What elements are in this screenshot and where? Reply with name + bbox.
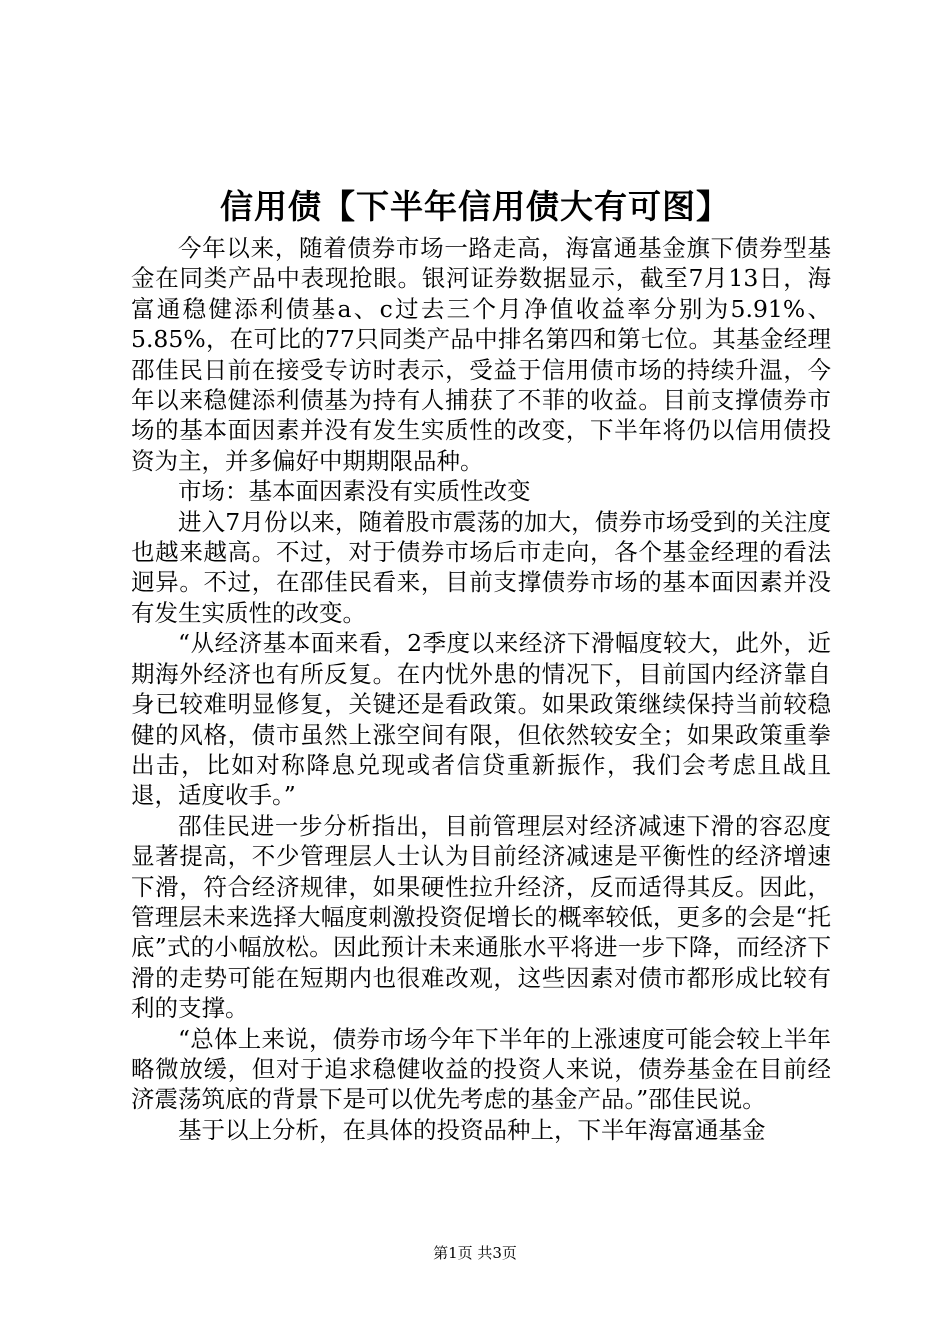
paragraph-quote-economy: “从经济基本面来看，2季度以来经济下滑幅度较大，此外，近期海外经济也有所反复。在内忧外患的情况下，目前国内经济靠自身已较难明显修复，关键还是看政策。如果政策继续保持当前较稳健的风格，债市虽然上涨空间有限，但依然较安全；如果政策重拳出击，比如对称降息兑现或者信贷重新振作，我们会考虑且战且退，适度收手。”	[131, 629, 831, 810]
paragraph-analysis: 邵佳民进一步分析指出，目前管理层对经济减速下滑的容忍度显著提高，不少管理层人士认为目前经济减速是平衡性的经济增速下滑，符合经济规律，如果硬性拉升经济，反而适得其反。因此，管理层未来选择大幅度刺激投资促增长的概率较低，更多的会是“托底”式的小幅放松。因此预计未来通胀水平将进一步下降，而经济下滑的走势可能在短期内也很难改观，这些因素对债市都形成比较有利的支撑。	[131, 811, 831, 1023]
page-number-footer: 第1页 共3页	[433, 1244, 517, 1262]
paragraph-market: 进入7月份以来，随着股市震荡的加大，债券市场受到的关注度也越来越高。不过，对于债券市场后市走向，各个基金经理的看法迥异。不过，在邵佳民看来，目前支撑债券市场的基本面因素并没有发生实质性的改变。	[131, 507, 831, 627]
document-body	[131, 233, 831, 1145]
section-heading-market: 市场：基本面因素没有实质性改变	[178, 477, 531, 506]
paragraph-intro: 今年以来，随着债券市场一路走高，海富通基金旗下债券型基金在同类产品中表现抢眼。银河证券数据显示，截至7月13日，海富通稳健添利债基a、c过去三个月净值收益率分别为5.91%、5.85%，在可比的77只同类产品中排名第四和第七位。其基金经理邵佳民日前在接受专访时表示，受益于信用债市场的持续升温，今年以来稳健添利债基为持有人捕获了不菲的收益。目前支撑债券市场的基本面因素并没有发生实质性的改变，下半年将仍以信用债投资为主，并多偏好中期期限品种。	[131, 234, 831, 475]
paragraph-quote-outlook: “总体上来说，债券市场今年下半年的上涨速度可能会较上半年略微放缓，但对于追求稳健收益的投资人来说，债券基金在目前经济震荡筑底的背景下是可以优先考虑的基金产品。”邵佳民说。	[131, 1024, 831, 1114]
paragraph-investment: 基于以上分析，在具体的投资品种上，下半年海富通基金	[178, 1115, 766, 1144]
document-title: 信用债【下半年信用债大有可图】	[220, 187, 730, 226]
